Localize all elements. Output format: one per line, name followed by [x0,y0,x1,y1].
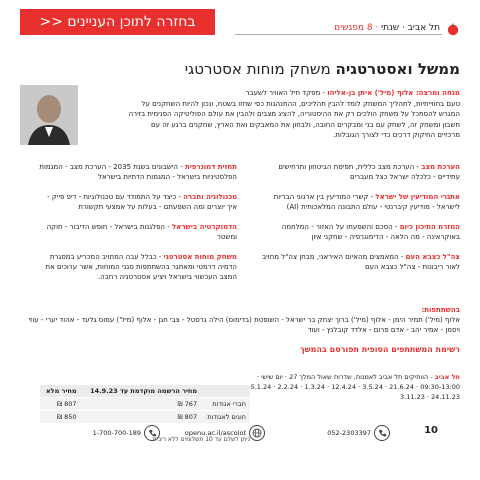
leader-block [128,88,460,141]
site-text: openu.ac.il/ascolot [184,429,246,437]
topic-label: אתגרי המודיעין של ישראל [375,193,460,201]
topic-text: - הסכם והשפעתו על האזור - המלחמה באוקראינה - מה הלאה - הדימוגרפיה - שחקני איון [281,223,460,241]
contact-phone2[interactable] [93,425,160,441]
topic-label: טכנולוגיה וחברה [183,193,237,201]
back-to-contents-button[interactable]: בחזרה לתוכן העניינים << [20,9,215,35]
contact-site[interactable] [185,425,265,441]
page-title [20,60,460,78]
topic-item [37,222,237,242]
apple-icon [446,22,460,36]
table-cell: 807 ₪ [81,411,202,424]
topics-left-column [37,162,237,292]
leader-text: טעם בחווייתיות, לתהליך המשחק לומד להבין תהליכים, ההתנהגות כפי שחזו בשטח, ונכון להיות השחקנים על המגרש להסתכל על משחק הולכים רק את ההיסטוריה, להציג מצבים ולהבין את עולם הפוליטיקה הפנימית בזירה חשבון ומשחק זה, לשחק עם בני ומבקרים החובה, ולבחון את המאבקים ואת הארץ, שחקנים ברגע זה עם מרכזיים החיקוק דרכים כדי לצורך הגובלות. [128,99,460,139]
topic-text: - קשרי המודיעין בין ארגוני הבריות לישראל - מודיעין קיברנטי - עולם התבונה המלאכותית (AI) [273,193,460,211]
topic-label: תחזית דמוגרפית [184,163,237,171]
table-cell: 850 ₪ [40,411,81,424]
topic-text: - המאמצים מהאיום האיראני, מבחן צה"ל מחויב לאור ריבונות - צה"ל כצבא העם [262,253,460,271]
header-rule [235,34,442,35]
participants-label: בהשתתפות: [421,306,460,314]
title-bold: ממשל ואסטרטגיה [335,60,460,78]
participants-block [20,305,460,335]
table-row [40,411,250,424]
phone2-text: 1-700-700-189 [92,429,141,437]
topic-label: משחק מוחות אסטרטגי [163,253,237,261]
price-note: ניתן לשלם עד 10 תשלומים ללא ריבית. [150,436,250,443]
phone-icon [144,425,160,441]
topic-item [260,192,460,212]
globe-icon [249,425,265,441]
title-rest: משחק מוחות אסטרטגי [184,60,336,78]
topic-text: - הפלגנות בישראל - חופש הדיבור - חוקה ומשטר [46,223,237,241]
table-cell: 807 ₪ [40,398,81,411]
topic-text: - כבלל עבה המחויב המכריע במסגרת הדמיה דרמטי ומאתגר בהשתתפות סגני המוחות, אשר ערוכים את המצב העכשווי בישראל ויציע אסטרטגיה רחבה. [45,253,237,281]
running-header [20,14,460,36]
phone-icon [374,425,390,441]
table-header-row [40,385,250,398]
participants-text: אלוף (מיל') תמיר הימן - אלוף (מיל') ברוך יצחק בר ישראל - השופטת (בדימוס) הילה גרסטל - צבי חגן - אלוף (מיל') עמוס גלעד - אהוד יערי - עוזי ויסמן - אמיר יהב - אדם פרום - אלדד קובלנץ - ועוד [28,316,460,334]
contact-phone1[interactable] [327,425,390,441]
table-cell: 767 ₪ [81,398,202,411]
topic-label: צה"ל כצבא העם [405,253,460,261]
section-label: תל אביב · שנתי [381,23,440,33]
table-row [40,398,250,411]
table-header: מחיר הרשמה מוקדמת עד 14.9.23 [81,385,202,398]
leader-role: - מפקד חיל האוויר לשעבר [245,89,328,97]
portrait-icon [20,85,78,145]
table-header [201,385,250,398]
topic-text: - הערכת מצב כללית, תפיסת הביטחון ותרחישים עתידיים - כלכלה ישראל כצל מעברים [278,163,460,181]
dates-text: - הוותיקים תל אביב לאמנות, שדרות שאול המלך 27 · יום שישי · 09:30-13:00 · 21.6.24 · 3.5.24 · 12.4.24 · 1.3.24 · 2.2.24 · 5.1.24 24.11.23 · 3.11.23 [250,373,460,401]
topic-text: - כיצד על התמודד עם טכנולוגיות - דיפ פייק - איך יוצרים ומה השפעתם - בעלות על אמצעי תקשורת [47,193,237,211]
topic-item [260,162,460,182]
meetings-label: · 8 מפגשים [334,23,382,33]
table-cell: חוגים לאגודות [201,411,250,424]
topic-item [260,222,460,242]
topic-item [37,252,237,282]
running-title [334,23,440,33]
topic-item [37,162,237,182]
topic-text: - הישבונים בשנת 2035 - הערכת מצב - המגמות הפלסטיניות בישראל - המגמות הדתיות בישראל [39,163,237,181]
phone1-text: 052-2303397 [327,429,371,437]
page-number: 10 [424,425,438,436]
registration-note: רשימת המשתתפים הסופית תפורסם בהמשך [299,345,460,354]
topics-right-column [260,162,460,282]
dates-block [245,372,460,402]
table-cell: חברי אגודות [201,398,250,411]
dates-label: תל אביב [434,373,460,381]
topic-label: הערכת מצב [421,163,460,171]
leader-label: מנחה ומרצה: אלוף (מיל') איתן בן-אליהו [327,89,460,97]
topic-item [37,192,237,212]
table-header: מחיר מלא [40,385,81,398]
topic-label: הדמוקרטיה בישראל [171,223,237,231]
topic-item [260,252,460,272]
price-table [40,385,250,424]
topic-label: המזרח התיכון כיום [399,223,460,231]
